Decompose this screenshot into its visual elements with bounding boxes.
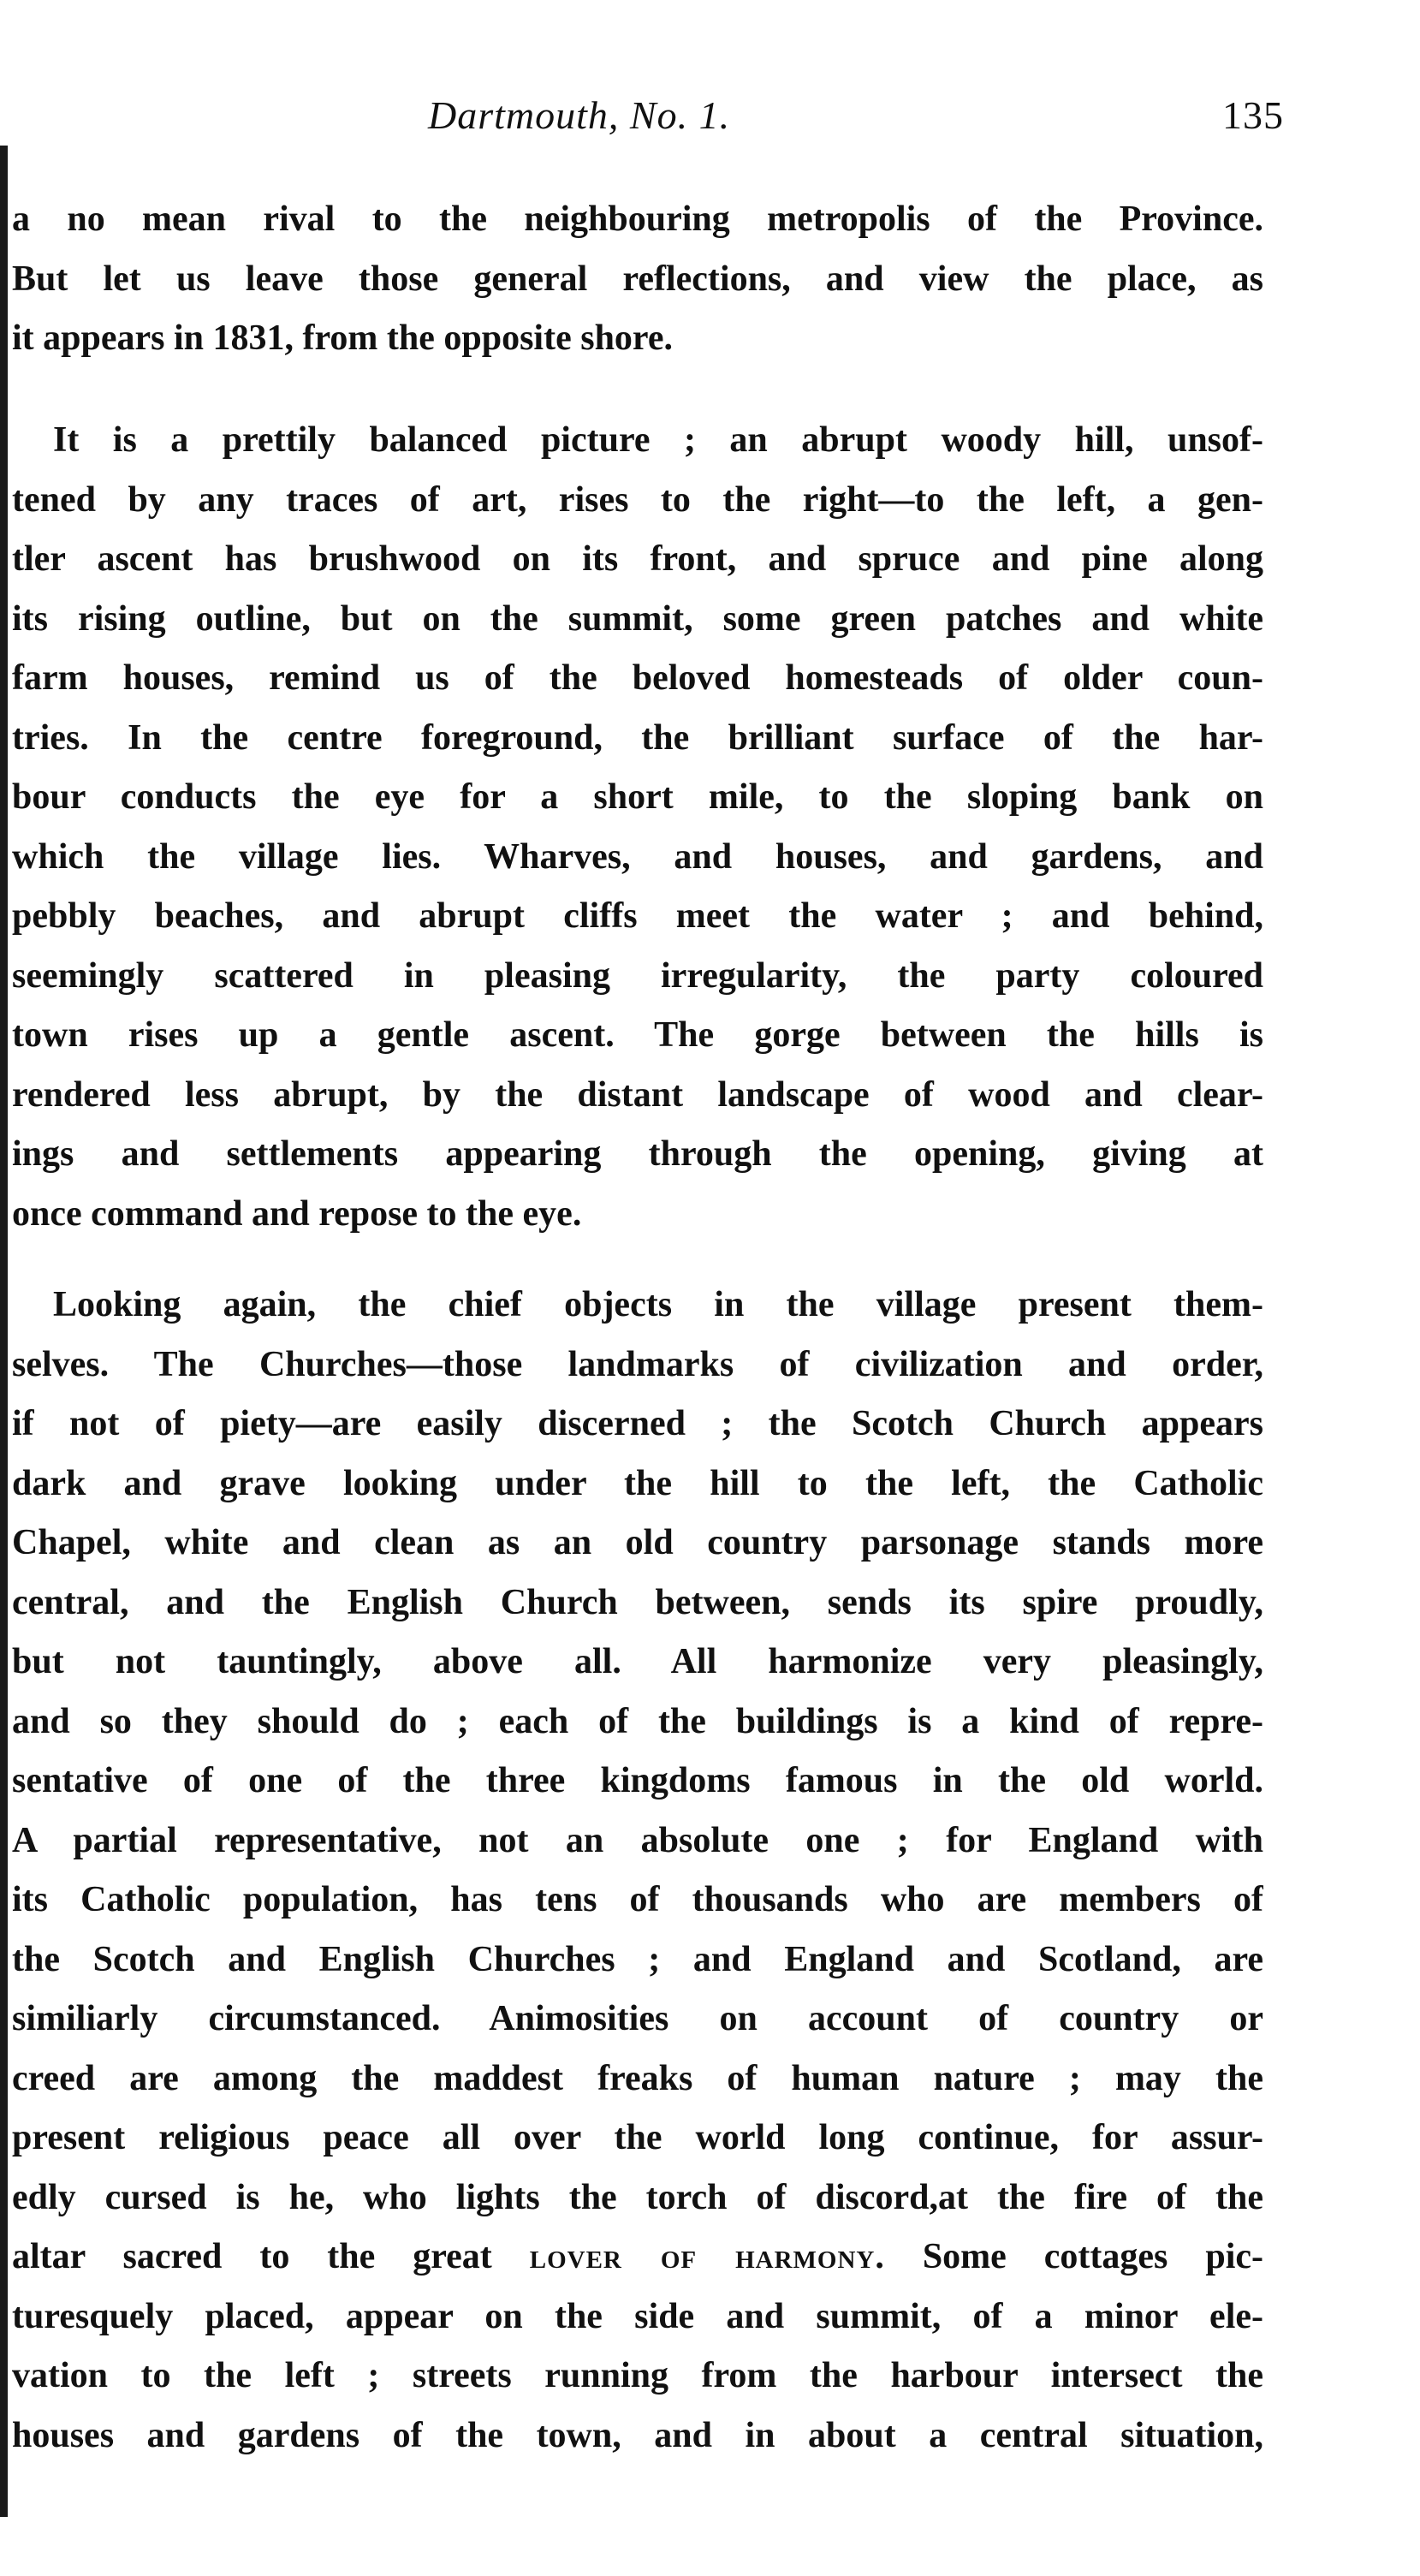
- text-line: similiarly circumstanced. Animosities on account of country or: [12, 1999, 1263, 2038]
- text-line: turesquely placed, appear on the side and summit, of a minor ele-: [12, 2296, 1263, 2336]
- text-line: But let us leave those general reflections, and view the place, as: [12, 259, 1263, 299]
- page-gutter-edge: [0, 146, 8, 2517]
- paragraph-2: [12, 411, 1263, 1244]
- text-line: and so they should do ; each of the buildings is a kind of repre-: [12, 1701, 1263, 1741]
- text-line: if not of piety—are easily discerned ; the Scotch Church appears: [12, 1404, 1263, 1443]
- text-line: It is a prettily balanced picture ; an abrupt woody hill, unsof-: [53, 420, 1263, 460]
- text-line: rendered less abrupt, by the distant landscape of wood and clear-: [12, 1074, 1263, 1115]
- text-line: farm houses, remind us of the beloved homesteads of older coun-: [12, 658, 1263, 698]
- text-line: the Scotch and English Churches ; and England and Scotland, are: [12, 1939, 1263, 1979]
- text-line: its Catholic population, has tens of thousands who are members of: [12, 1880, 1263, 1919]
- text-line: tler ascent has brushwood on its front, and spruce and pine along: [12, 539, 1263, 579]
- text-line: it appears in 1831, from the opposite shore.: [12, 318, 673, 358]
- text-line: seemingly scattered in pleasing irregularity, the party coloured: [12, 955, 1263, 996]
- text-line: town rises up a gentle ascent. The gorge between the hills is: [12, 1015, 1263, 1055]
- small-caps-phrase: lover of harmony.: [529, 2237, 885, 2276]
- text-line: Chapel, white and clean as an old country parsonage stands more: [12, 1523, 1263, 1562]
- text-line: central, and the English Church between, sends its spire proudly,: [12, 1582, 1263, 1622]
- running-title: Dartmouth, No. 1.: [428, 93, 731, 137]
- text-line: [12, 2228, 1263, 2287]
- text-line: a no mean rival to the neighbouring metropolis of the Province.: [12, 199, 1263, 239]
- text-line: tened by any traces of art, rises to the right—to the left, a gen-: [12, 479, 1263, 520]
- text-line: pebbly beaches, and abrupt cliffs meet the water ; and behind,: [12, 896, 1263, 936]
- text-line: present religious peace all over the world long continue, for assur-: [12, 2118, 1263, 2157]
- text-line: selves. The Churches—those landmarks of civilization and order,: [12, 1344, 1263, 1384]
- text-line: its rising outline, but on the summit, some green patches and white: [12, 598, 1263, 639]
- paragraph-3: [12, 1276, 1263, 2466]
- page-number: 135: [1222, 93, 1284, 137]
- text-line: once command and repose to the eye.: [12, 1193, 582, 1234]
- text-line: bour conducts the eye for a short mile, to the sloping bank on: [12, 777, 1263, 817]
- text-line: which the village lies. Wharves, and houses, and gardens, and: [12, 836, 1263, 877]
- text-line: creed are among the maddest freaks of human nature ; may the: [12, 2058, 1263, 2098]
- paragraph-1: [12, 190, 1263, 369]
- running-head: [0, 92, 1420, 152]
- text-line: A partial representative, not an absolute one ; for England with: [12, 1820, 1263, 1860]
- text-run: altar sacred to the great: [12, 2237, 530, 2276]
- text-line: Looking again, the chief objects in the village present them-: [53, 1285, 1263, 1324]
- text-line: dark and grave looking under the hill to the left, the Catholic: [12, 1463, 1263, 1503]
- text-run: Some cottages pic-: [884, 2237, 1263, 2276]
- text-line: but not tauntingly, above all. All harmonize very pleasingly,: [12, 1642, 1263, 1681]
- text-line: sentative of one of the three kingdoms famous in the old world.: [12, 1761, 1263, 1800]
- text-line: ings and settlements appearing through the opening, giving at: [12, 1134, 1263, 1174]
- text-line: houses and gardens of the town, and in about a central situation,: [12, 2415, 1263, 2455]
- text-line: vation to the left ; streets running from the harbour intersect the: [12, 2356, 1263, 2395]
- text-line: tries. In the centre foreground, the brilliant surface of the har-: [12, 717, 1263, 758]
- text-line: edly cursed is he, who lights the torch of discord,at the fire of the: [12, 2177, 1263, 2217]
